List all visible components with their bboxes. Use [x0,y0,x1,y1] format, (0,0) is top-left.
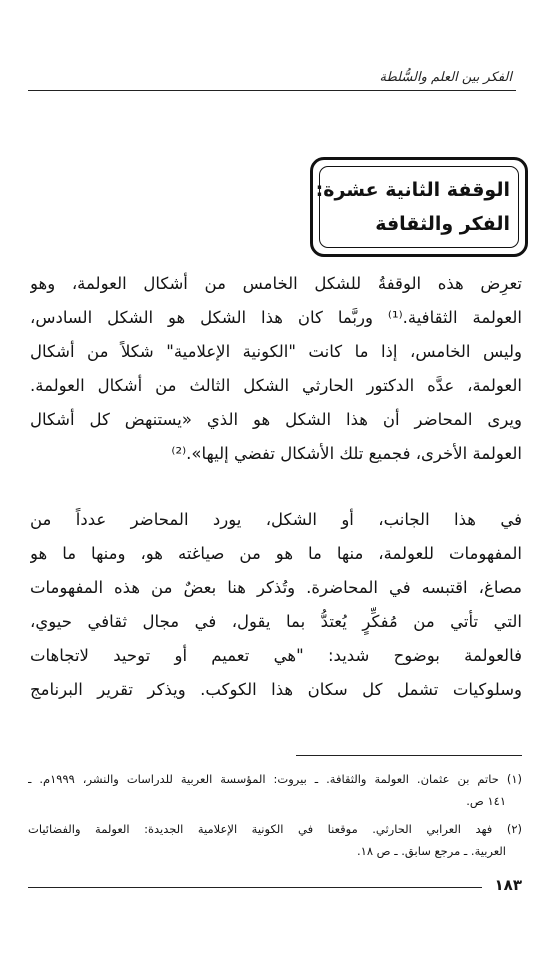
text-line: التي تأتي من مُفكِّرٍ يُعتدُّ بما يقول، في مجال ثقافي حيوي، [30,612,522,631]
text-line: العولمة، عدَّه الدكتور الحارثي الشكل الثالث من أشكال العولمة. [30,376,522,395]
text-line: العولمة الثقافية.⁽¹⁾ وربَّما كان هذا الشكل هو الشكل السادس، [30,308,522,327]
paragraph-1 [30,267,522,471]
footnote-line: ١٤١ ص. [466,794,506,808]
section-heading-box [310,157,528,257]
footnotes [28,768,522,862]
footnote-line: العربية. ـ مرجع سابق. ـ ص ١٨. [357,844,506,858]
footnote-line: (٢) فهد العرابي الحارثي. موقعنا في الكونية الإعلامية الجديدة: العولمة والفضائيات [28,822,522,836]
body-text [30,267,522,707]
footnote-line: (١) حاتم بن عثمان. العولمة والثقافة. ـ بيروت: المؤسسة العربية للدراسات والنشر، ١٩٩٩م. ـ [28,772,522,786]
running-header: الفكر بين العلم والسُّلطة [379,70,512,85]
paragraph-spacer [30,471,522,503]
text-line: وسلوكيات تشمل كل سكان هذا الكوكب. ويذكر تقرير البرنامج [30,680,522,699]
section-title: الوقفة الثانية عشرة: [315,179,510,201]
text-line: المفهومات للعولمة، منها ما هو من صياغته هو، ومنها ما هو [30,544,522,563]
text-line: تعرِض هذه الوقفةُ للشكل الخامس من أشكال العولمة، وهو [30,274,522,293]
footnote-separator [296,755,522,756]
text-line: ويرى المحاضر أن هذا الشكل هو الذي «يستنهض كل أشكال [30,410,522,429]
footnote-1 [28,768,522,812]
text-line: وليس الخامس، إذا ما كانت "الكونية الإعلامية" شكلاً من أشكال [30,342,522,361]
text-line: مصاغ، اقتبسه في المحاضرة. وتُذكر هنا بعضٌ من هذه المفهومات [30,578,522,597]
header-rule [28,90,516,91]
page-number: ١٨٣ [494,876,522,894]
text-line: فالعولمة بوضوح شديد: "هي تعميم أو توحيد لاتجاهات [30,646,522,665]
folio-rule [28,887,482,888]
text-line: العولمة الأخرى، فجميع تلك الأشكال تفضي إليها».⁽²⁾ [171,444,522,463]
section-heading-inner-frame [315,166,519,248]
paragraph-2 [30,503,522,707]
text-line: في هذا الجانب، أو الشكل، يورد المحاضر عدداً من [30,510,522,529]
footnote-2 [28,818,522,862]
section-subtitle: الفكر والثقافة [375,213,510,235]
